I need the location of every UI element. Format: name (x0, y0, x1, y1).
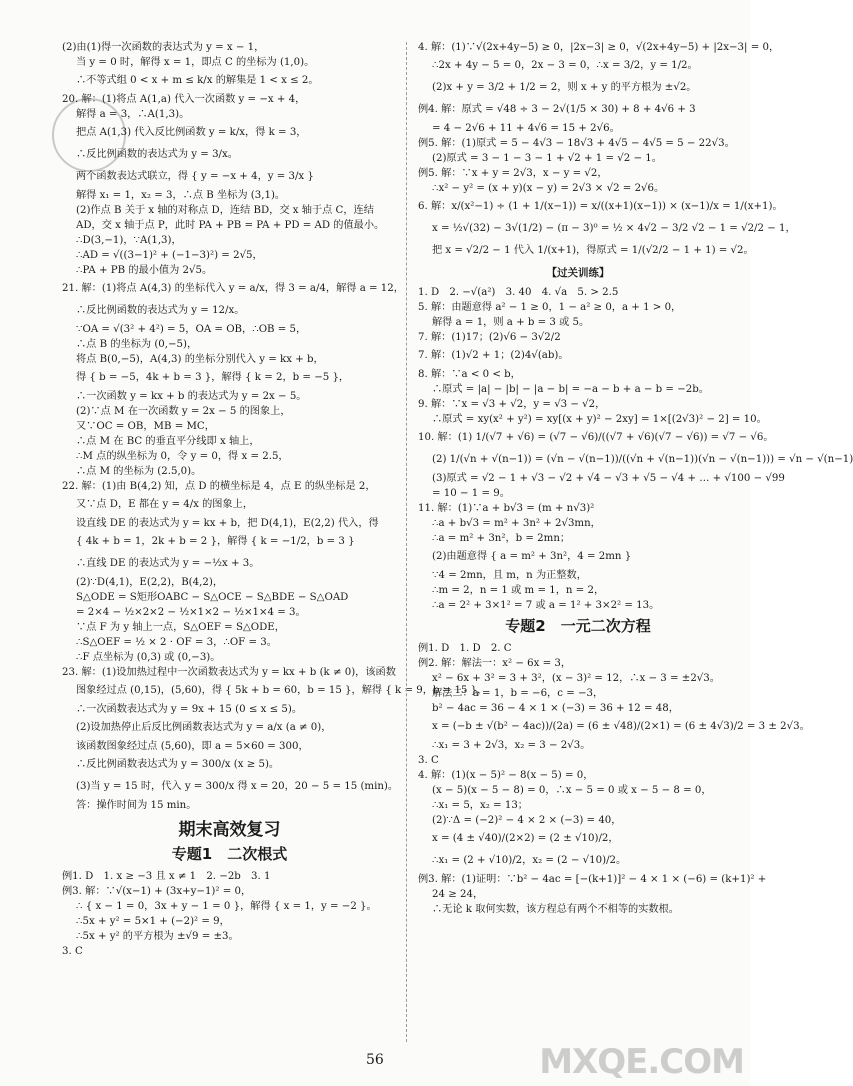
text-line: ∴x₁ = 5，x₂ = 13； (432, 800, 528, 811)
text-line: ∴点 M 的坐标为 (2.5,0)。 (76, 466, 202, 477)
text-line: (2)∵Δ = (−2)² − 4 × 2 × (−3) = 40， (432, 815, 622, 826)
text-line: 解得 a = 1，则 a + b = 3 或 5。 (432, 317, 590, 328)
text-line: ∵点 F 为 y 轴上一点，S△OEF = S△ODE， (76, 622, 285, 633)
text-line: 解得 a = 3，∴A(1,3)。 (76, 109, 190, 120)
text-line: 22. 解：(1)由 B(4,2) 知，点 D 的横坐标是 4，点 E 的纵坐标是 2， (62, 481, 376, 492)
text-line: 把点 A(1,3) 代入反比例函数 y = k/x，得 k = 3， (76, 127, 307, 138)
text-line: S△ODE = S矩形OABC − S△OCE − S△BDE − S△OAD (76, 592, 349, 603)
text-line: 11. 解：(1)∵a + b√3 = (m + n√3)² (418, 503, 595, 514)
corner-watermark: MXQE.COM (539, 1042, 744, 1082)
text-line: ∴a + b√3 = m² + 3n² + 2√3mn， (432, 518, 601, 529)
text-line: ∴反比例函数的表达式为 y = 12/x。 (76, 305, 245, 316)
topic-title: 专题2 一元二次方程 (505, 617, 651, 635)
text-line: (2)由题意得 { a = m² + 3n²，4 = 2mn } (432, 551, 632, 562)
text-line: ∴F 点坐标为 (0,3) 或 (0,−3)。 (76, 652, 221, 663)
text-line: ∴不等式组 0 < x + m ≤ k/x 的解集是 1 < x ≤ 2。 (76, 75, 319, 86)
text-line: ∴PA + PB 的最小值为 2√5。 (76, 265, 213, 276)
text-line: 4. 解：(1)∵√(2x+4y−5) ≥ 0，|2x−3| ≥ 0，√(2x+4y−5) + |2x−3| = 0， (418, 42, 780, 53)
text-line: 得 { b = −5，4k + b = 3 }，解得 { k = 2，b = −5 }， (76, 372, 350, 383)
text-line: ∴D(3,−1)，∵A(1,3)， (76, 235, 182, 246)
text-line: 21. 解：(1)将点 A(4,3) 的坐标代入 y = a/x，得 3 = a/4，解得 a = 12， (62, 283, 404, 294)
text-line: { 4k + b = 1，2k + b = 2 }，解得 { k = −1/2，b = 3 } (76, 536, 355, 547)
text-line: 4. 解：(1)(x − 5)² − 8(x − 5) = 0， (418, 770, 594, 781)
text-line: x² − 6x + 3² = 3 + 3²，(x − 3)² = 12，∴x − 3 = ±2√3。 (432, 673, 720, 684)
text-line: 又∵OC = OB，MB = MC， (76, 421, 215, 432)
text-line: ∴5x + y² = 5×1 + (−2)² = 9， (76, 916, 230, 927)
text-line: = 10 − 1 = 9。 (432, 488, 510, 499)
text-line: 两个函数表达式联立，得 { y = −x + 4，y = 3/x } (76, 171, 314, 182)
text-line: ∴ { x − 1 = 0，3x + y − 1 = 0 }，解得 { x = 1，y = −2 }。 (76, 901, 377, 912)
text-line: AD，交 x 轴于点 P，此时 PA + PB = PA + PD = AD 的值最小。 (76, 220, 385, 231)
text-line: ∴5x + y² 的平方根为 ±√9 = ±3。 (76, 931, 239, 942)
text-line: ∴S△OEF = ½ × 2 · OF = 3，∴OF = 3。 (76, 637, 277, 648)
text-line: 答：操作时间为 15 min。 (76, 800, 197, 811)
text-line: ∴原式 = |a| − |b| − |a − b| = −a − b + a − b = −2b。 (432, 384, 709, 395)
text-line: 例3. 解：∵√(x−1) + (3x+y−1)² = 0， (62, 886, 252, 897)
text-line: 7. 解：(1)17；(2)√6 − 3√2/2 (418, 332, 561, 343)
text-line: 例3. 解：(1)证明：∵b² − 4ac = [−(k+1)]² − 4 × 1 × (−6) = (k+1)² + (418, 874, 767, 885)
text-line: ∴点 M 在 BC 的垂直平分线即 x 轴上， (76, 436, 260, 447)
text-line: 3. C (418, 755, 439, 766)
text-line: 解法二：a = 1，b = −6，c = −3， (432, 688, 604, 699)
text-line: x = ½√(32) − 3√(1/2) − (π − 3)⁰ = ½ × 4√2 − 3/2 √2 − 1 = √2/2 − 1， (432, 223, 796, 234)
text-line: (3)当 y = 15 时，代入 y = 300/x 得 x = 20，20 − 5 = 15 (min)。 (76, 781, 399, 792)
text-line: (2)原式 = 3 − 1 − 3 − 1 + √2 + 1 = √2 − 1。 (432, 153, 662, 164)
text-line: ∴点 B 的坐标为 (0,−5)， (76, 339, 198, 350)
text-line: 例1. D 1. x ≥ −3 且 x ≠ 1 2. −2b 3. 1 (62, 871, 271, 882)
text-line: 6. 解：x/(x²−1) ÷ (1 + 1/(x−1)) = x/((x+1)(x−1)) × (x−1)/x = 1/(x+1)。 (418, 201, 783, 212)
text-line: ∴m = 2，n = 1 或 m = 1，n = 2， (432, 585, 605, 596)
text-line: 例2. 解：解法一：x² − 6x = 3， (418, 658, 572, 669)
text-line: 9. 解：∵x = √3 + √2，y = √3 − √2， (418, 399, 606, 410)
text-line: ∵OA = √(3² + 4²) = 5，OA = OB，∴OB = 5， (76, 324, 307, 335)
column-divider (406, 42, 407, 1042)
text-line: 该函数图象经过点 (5,60)，即 a = 5×60 = 300， (76, 741, 309, 752)
text-line: (2)∵点 M 在一次函数 y = 2x − 5 的图象上， (76, 406, 291, 417)
text-line: 23. 解：(1)设加热过程中一次函数表达式为 y = kx + b (k ≠ 0)，该函数 (62, 667, 396, 678)
text-line: ∴一次函数 y = kx + b 的表达式为 y = 2x − 5。 (76, 391, 307, 402)
text-line: (2)由(1)得一次函数的表达式为 y = x − 1， (62, 42, 265, 53)
text-line: ∴反比例函数表达式为 y = 300/x (x ≥ 5)。 (76, 759, 280, 770)
text-line: ∴2x + 4y − 5 = 0，2x − 3 = 0，∴x = 3/2，y = 1/2。 (432, 60, 698, 71)
text-line: = 4 − 2√6 + 11 + 4√6 = 15 + 2√6。 (432, 123, 620, 134)
text-line: 10. 解：(1) 1/(√7 + √6) = (√7 − √6)/((√7 + √6)(√7 − √6)) = √7 − √6。 (418, 432, 774, 443)
text-line: ∴AD = √((3−1)² + (−1−3)²) = 2√5， (76, 250, 263, 261)
text-line: 20. 解：(1)将点 A(1,a) 代入一次函数 y = −x + 4， (62, 94, 306, 105)
text-line: 解得 x₁ = 1，x₂ = 3，∴点 B 坐标为 (3,1)。 (76, 190, 286, 201)
text-line: 例4. 解：原式 = √48 ÷ 3 − 2√(1/5 × 30) + 8 + 4√6 + 3 (418, 104, 696, 115)
text-line: 把 x = √2/2 − 1 代入 1/(x+1)，得原式 = 1/(√2/2 − 1 + 1) = √2。 (432, 245, 754, 256)
text-line: 8. 解：∵a < 0 < b， (418, 369, 521, 380)
text-line: ∴一次函数表达式为 y = 9x + 15 (0 ≤ x ≤ 5)。 (76, 704, 303, 715)
topic-title: 专题1 二次根式 (171, 845, 288, 863)
text-line: 又∵点 D，E 都在 y = 4/x 的图象上， (76, 499, 254, 510)
right-column (418, 40, 853, 917)
text-line: 3. C (62, 946, 83, 957)
section-title: 期末高效复习 (178, 820, 281, 840)
text-line: ∴反比例函数的表达式为 y = 3/x。 (76, 149, 238, 160)
text-line: (x − 5)(x − 5 − 8) = 0，∴x − 5 = 0 或 x − 5 − 8 = 0， (432, 785, 712, 796)
text-line: 设直线 DE 的表达式为 y = kx + b，把 D(4,1)，E(2,2) 代入，得 (76, 518, 379, 529)
text-line: (2)x + y = 3/2 + 1/2 = 2，则 x + y 的平方根为 ±√2。 (432, 82, 697, 93)
text-line: 24 ≥ 24， (432, 889, 484, 900)
text-line: ∴x₁ = 3 + 2√3，x₂ = 3 − 2√3。 (432, 740, 591, 751)
text-line: ∵4 = 2mn，且 m，n 为正整数， (432, 570, 587, 581)
text-line: 例5. 解：(1)原式 = 5 − 4√3 − 18√3 + 4√5 − 4√5 = 5 − 22√3。 (418, 138, 735, 149)
text-line: 将点 B(0,−5)，A(4,3) 的坐标分别代入 y = kx + b， (76, 354, 324, 365)
text-line: 图象经过点 (0,15)，(5,60)，得 { 5k + b = 60，b = 15 }，解得 { k = 9，b = 15 }， (76, 685, 488, 696)
section-heading: 【过关训练】 (546, 267, 610, 279)
text-line: (2)∵D(4,1)，E(2,2)，B(4,2)， (76, 577, 224, 588)
text-line: (2) 1/(√n + √(n−1)) = (√n − √(n−1))/((√n + √(n−1))(√n − √(n−1))) = √n − √(n−1) (432, 454, 853, 465)
text-line: ∴无论 k 取何实数，该方程总有两个不相等的实数根。 (432, 904, 679, 915)
text-line: ∴x² − y² = (x + y)(x − y) = 2√3 × √2 = 2√6。 (432, 183, 665, 194)
text-line: ∴a = m² + 3n²，b = 2mn； (432, 533, 571, 544)
text-line: x = (4 ± √40)/(2×2) = (2 ± √10)/2， (432, 833, 619, 844)
text-line: ∴M 点的纵坐标为 0，令 y = 0，得 x = 2.5， (76, 451, 289, 462)
text-line: ∴a = 2² + 3×1² = 7 或 a = 1² + 3×2² = 13。 (432, 600, 660, 611)
text-line: ∴直线 DE 的表达式为 y = −½x + 3。 (76, 558, 260, 569)
text-line: 例5. 解：∵x + y = 2√3，x − y = √2， (418, 168, 608, 179)
text-line: (2)设加热停止后反比例函数表达式为 y = a/x (a ≠ 0)， (76, 722, 332, 733)
text-line: 5. 解：由题意得 a² − 1 ≥ 0，1 − a² ≥ 0，a + 1 > 0， (418, 302, 682, 313)
text-line: = 2×4 − ½×2×2 − ½×1×2 − ½×1×4 = 3。 (76, 607, 306, 618)
text-line: ∴原式 = xy(x² + y²) = xy[(x + y)² − 2xy] = 1×[(2√3)² − 2] = 10。 (432, 414, 767, 425)
text-line: 当 y = 0 时，解得 x = 1，即点 C 的坐标为 (1,0)。 (76, 57, 315, 68)
text-line: ∴x₁ = (2 + √10)/2，x₂ = (2 − √10)/2。 (432, 855, 627, 866)
text-line: b² − 4ac = 36 − 4 × 1 × (−3) = 36 + 12 = 48， (432, 703, 679, 714)
text-line: 例1. D 1. D 2. C (418, 643, 512, 654)
text-line: (2)作点 B 关于 x 轴的对称点 D，连结 BD，交 x 轴于点 C，连结 (76, 205, 374, 216)
page-number: 56 (366, 1052, 384, 1068)
text-line: (3)原式 = √2 − 1 + √3 − √2 + √4 − √3 + √5 − √4 + … + √100 − √99 (432, 473, 785, 484)
text-line: 7. 解：(1)√2 + 1；(2)4√(ab)。 (418, 350, 569, 361)
text-line: 1. D 2. −√(a²) 3. 40 4. √a 5. > 2.5 (418, 287, 619, 298)
text-line: x = (−b ± √(b² − 4ac))/(2a) = (6 ± √48)/(2×1) = (6 ± 4√3)/2 = 3 ± 2√3。 (432, 721, 810, 732)
